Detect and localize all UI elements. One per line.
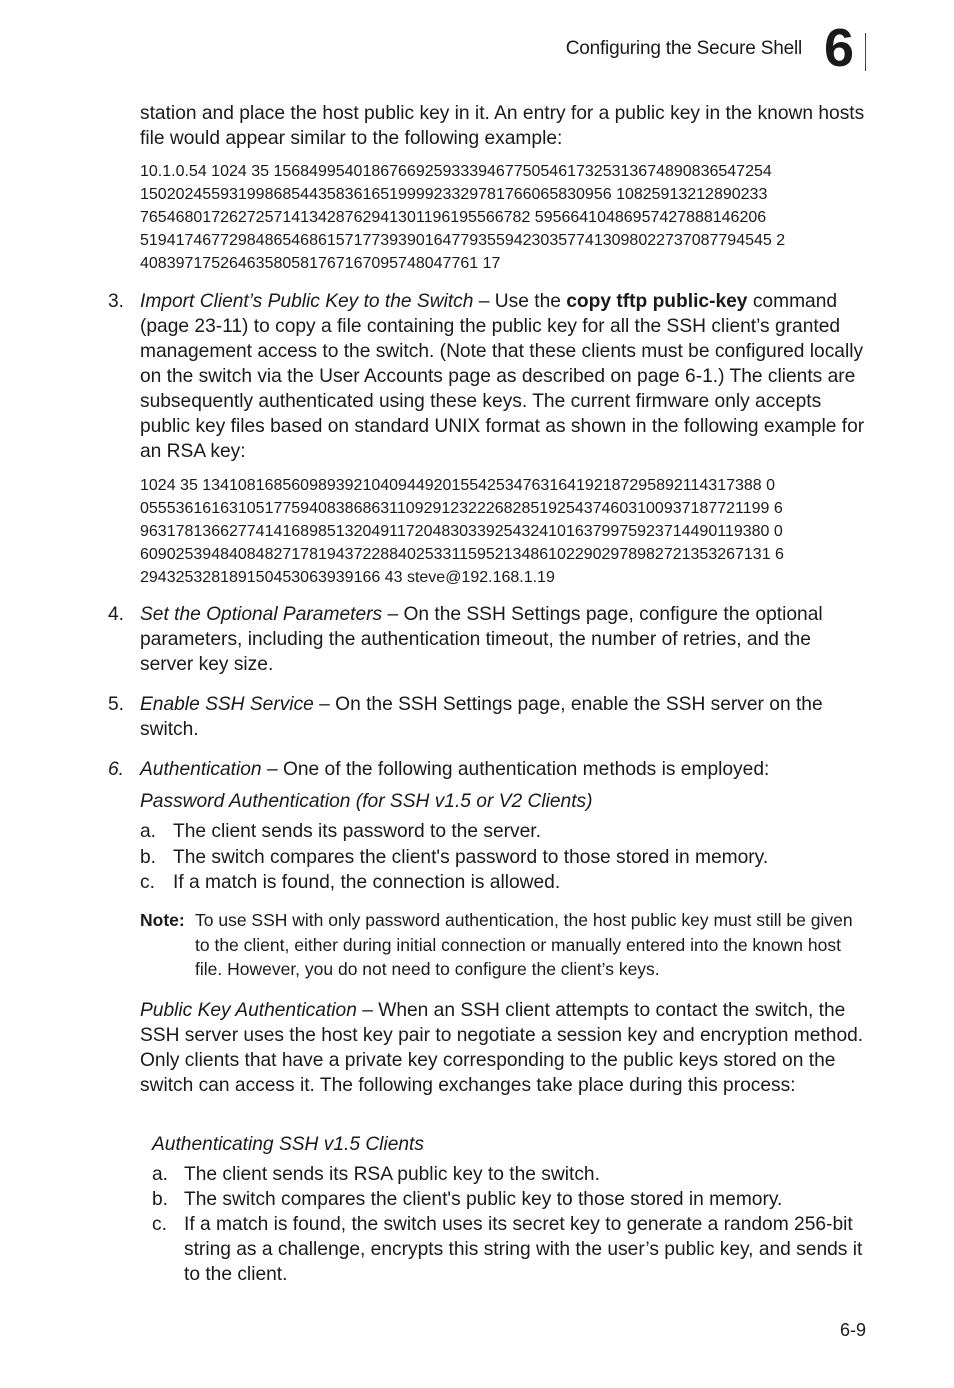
step-4-text xyxy=(140,602,865,677)
step-4-title: Set the Optional Parameters xyxy=(140,604,383,625)
step-3-sep: – Use the xyxy=(473,291,567,312)
step-6-body: – One of the following authentication methods is employed: xyxy=(261,759,770,780)
key-line: 10.1.0.54 1024 35 15684995401867669259333946775054617325313674890836547254 xyxy=(140,163,772,180)
key-line: 15020245593199868544358361651999923329781766065830956 10825913212890233 xyxy=(140,186,768,203)
step-5-number: 5. xyxy=(108,694,125,715)
list-item: The switch compares the client's password to those stored in memory. xyxy=(173,847,769,868)
step-4-body: – On the SSH Settings page, configure the optional parameters, including the authentication timeout, the number of retries, and the server key size. xyxy=(140,604,823,675)
step-6-title: Authentication xyxy=(140,759,262,780)
page-number: 6-9 xyxy=(839,1320,866,1340)
key-line: 51941746772984865468615717739390164779355942303577413098022737087794545 2 xyxy=(140,232,786,249)
list-label: c. xyxy=(152,1214,167,1235)
password-auth-heading: Password Authentication (for SSH v1.5 or V2 Clients) xyxy=(140,791,593,812)
pubkey-auth-title: Public Key Authentication xyxy=(140,1000,357,1021)
list-label: b. xyxy=(140,847,157,868)
chapter-number: 6 xyxy=(824,18,853,78)
pubkey-auth-body: – When an SSH client attempts to contact the switch, the SSH server uses the host key pair to negotiate a session key and encryption method. Only clients that have a private key corresponding to the public keys stored on the switch can access it. The following exchanges take place during this process: xyxy=(140,1000,864,1096)
chapter-badge xyxy=(822,18,866,78)
step-4-number: 4. xyxy=(108,604,125,625)
note-label: Note: xyxy=(140,910,185,930)
list-item: The switch compares the client's public key to those stored in memory. xyxy=(184,1189,783,1210)
key-line: 1024 35 134108168560989392104094492015542534763164192187295892114317388 0 xyxy=(140,477,776,494)
key-line: 60902539484084827178194372288402533115952134861022902978982721353267131 6 xyxy=(140,546,784,563)
list-item: If a match is found, the switch uses its secret key to generate a random 256-bit string as a challenge, encrypts this string with the user’s public key, and sends it to the client. xyxy=(184,1214,863,1285)
note-text: To use SSH with only password authentication, the host public key must still be given to the client, either during initial connection or manually entered into the known host file. However, you do not need to configure the client’s keys. xyxy=(195,910,853,979)
step-3-command: copy tftp public-key xyxy=(566,291,748,312)
step-6-number: 6. xyxy=(108,759,125,780)
key-line: 05553616163105177594083868631109291232226828519254374603100937187721199 6 xyxy=(140,500,783,517)
step-3-text xyxy=(140,289,865,464)
list-item: The client sends its password to the server. xyxy=(173,821,541,842)
step-3-number: 3. xyxy=(108,291,125,312)
known-hosts-key-example xyxy=(140,160,865,275)
list-item: If a match is found, the connection is allowed. xyxy=(173,872,561,893)
step-3-body: command (page 23-11) to copy a file containing the public key for all the SSH client’s granted management access to the switch. (Note that these clients must be configured locally on the switch via the User Accounts page as described on page 6-1.) The clients are subsequently authenticated using these keys. The current firmware only accepts public key files based on standard UNIX format as shown in the following example for an RSA key: xyxy=(140,291,865,462)
step-5-body: – On the SSH Settings page, enable the SSH server on the switch. xyxy=(140,694,823,740)
list-item: The client sends its RSA public key to the switch. xyxy=(184,1164,600,1185)
list-label: a. xyxy=(140,821,157,842)
step-5-text xyxy=(140,692,865,742)
chapter-divider xyxy=(865,33,866,71)
ssh15-heading: Authenticating SSH v1.5 Clients xyxy=(152,1134,424,1155)
rsa-key-example xyxy=(140,474,865,589)
key-line: 294325328189150453063939166 43 steve@192.168.1.19 xyxy=(140,569,555,586)
list-label: c. xyxy=(140,872,155,893)
list-label: b. xyxy=(152,1189,169,1210)
running-header-title: Configuring the Secure Shell xyxy=(565,38,802,59)
key-line: 96317813662774141689851320491172048303392543241016379975923714490119380 0 xyxy=(140,523,783,540)
key-line: 40839717526463580581767167095748047761 17 xyxy=(140,255,501,272)
key-line: 76546801726272571413428762941301196195566782 59566410486957427888146206 xyxy=(140,209,767,226)
step-6-text xyxy=(140,757,865,782)
pubkey-auth-paragraph xyxy=(140,998,865,1098)
list-label: a. xyxy=(152,1164,169,1185)
step-3-title: Import Client’s Public Key to the Switch xyxy=(140,291,474,312)
step-5-title: Enable SSH Service xyxy=(140,694,314,715)
intro-paragraph: station and place the host public key in it. An entry for a public key in the known hosts file would appear similar to the following example: xyxy=(140,103,865,149)
